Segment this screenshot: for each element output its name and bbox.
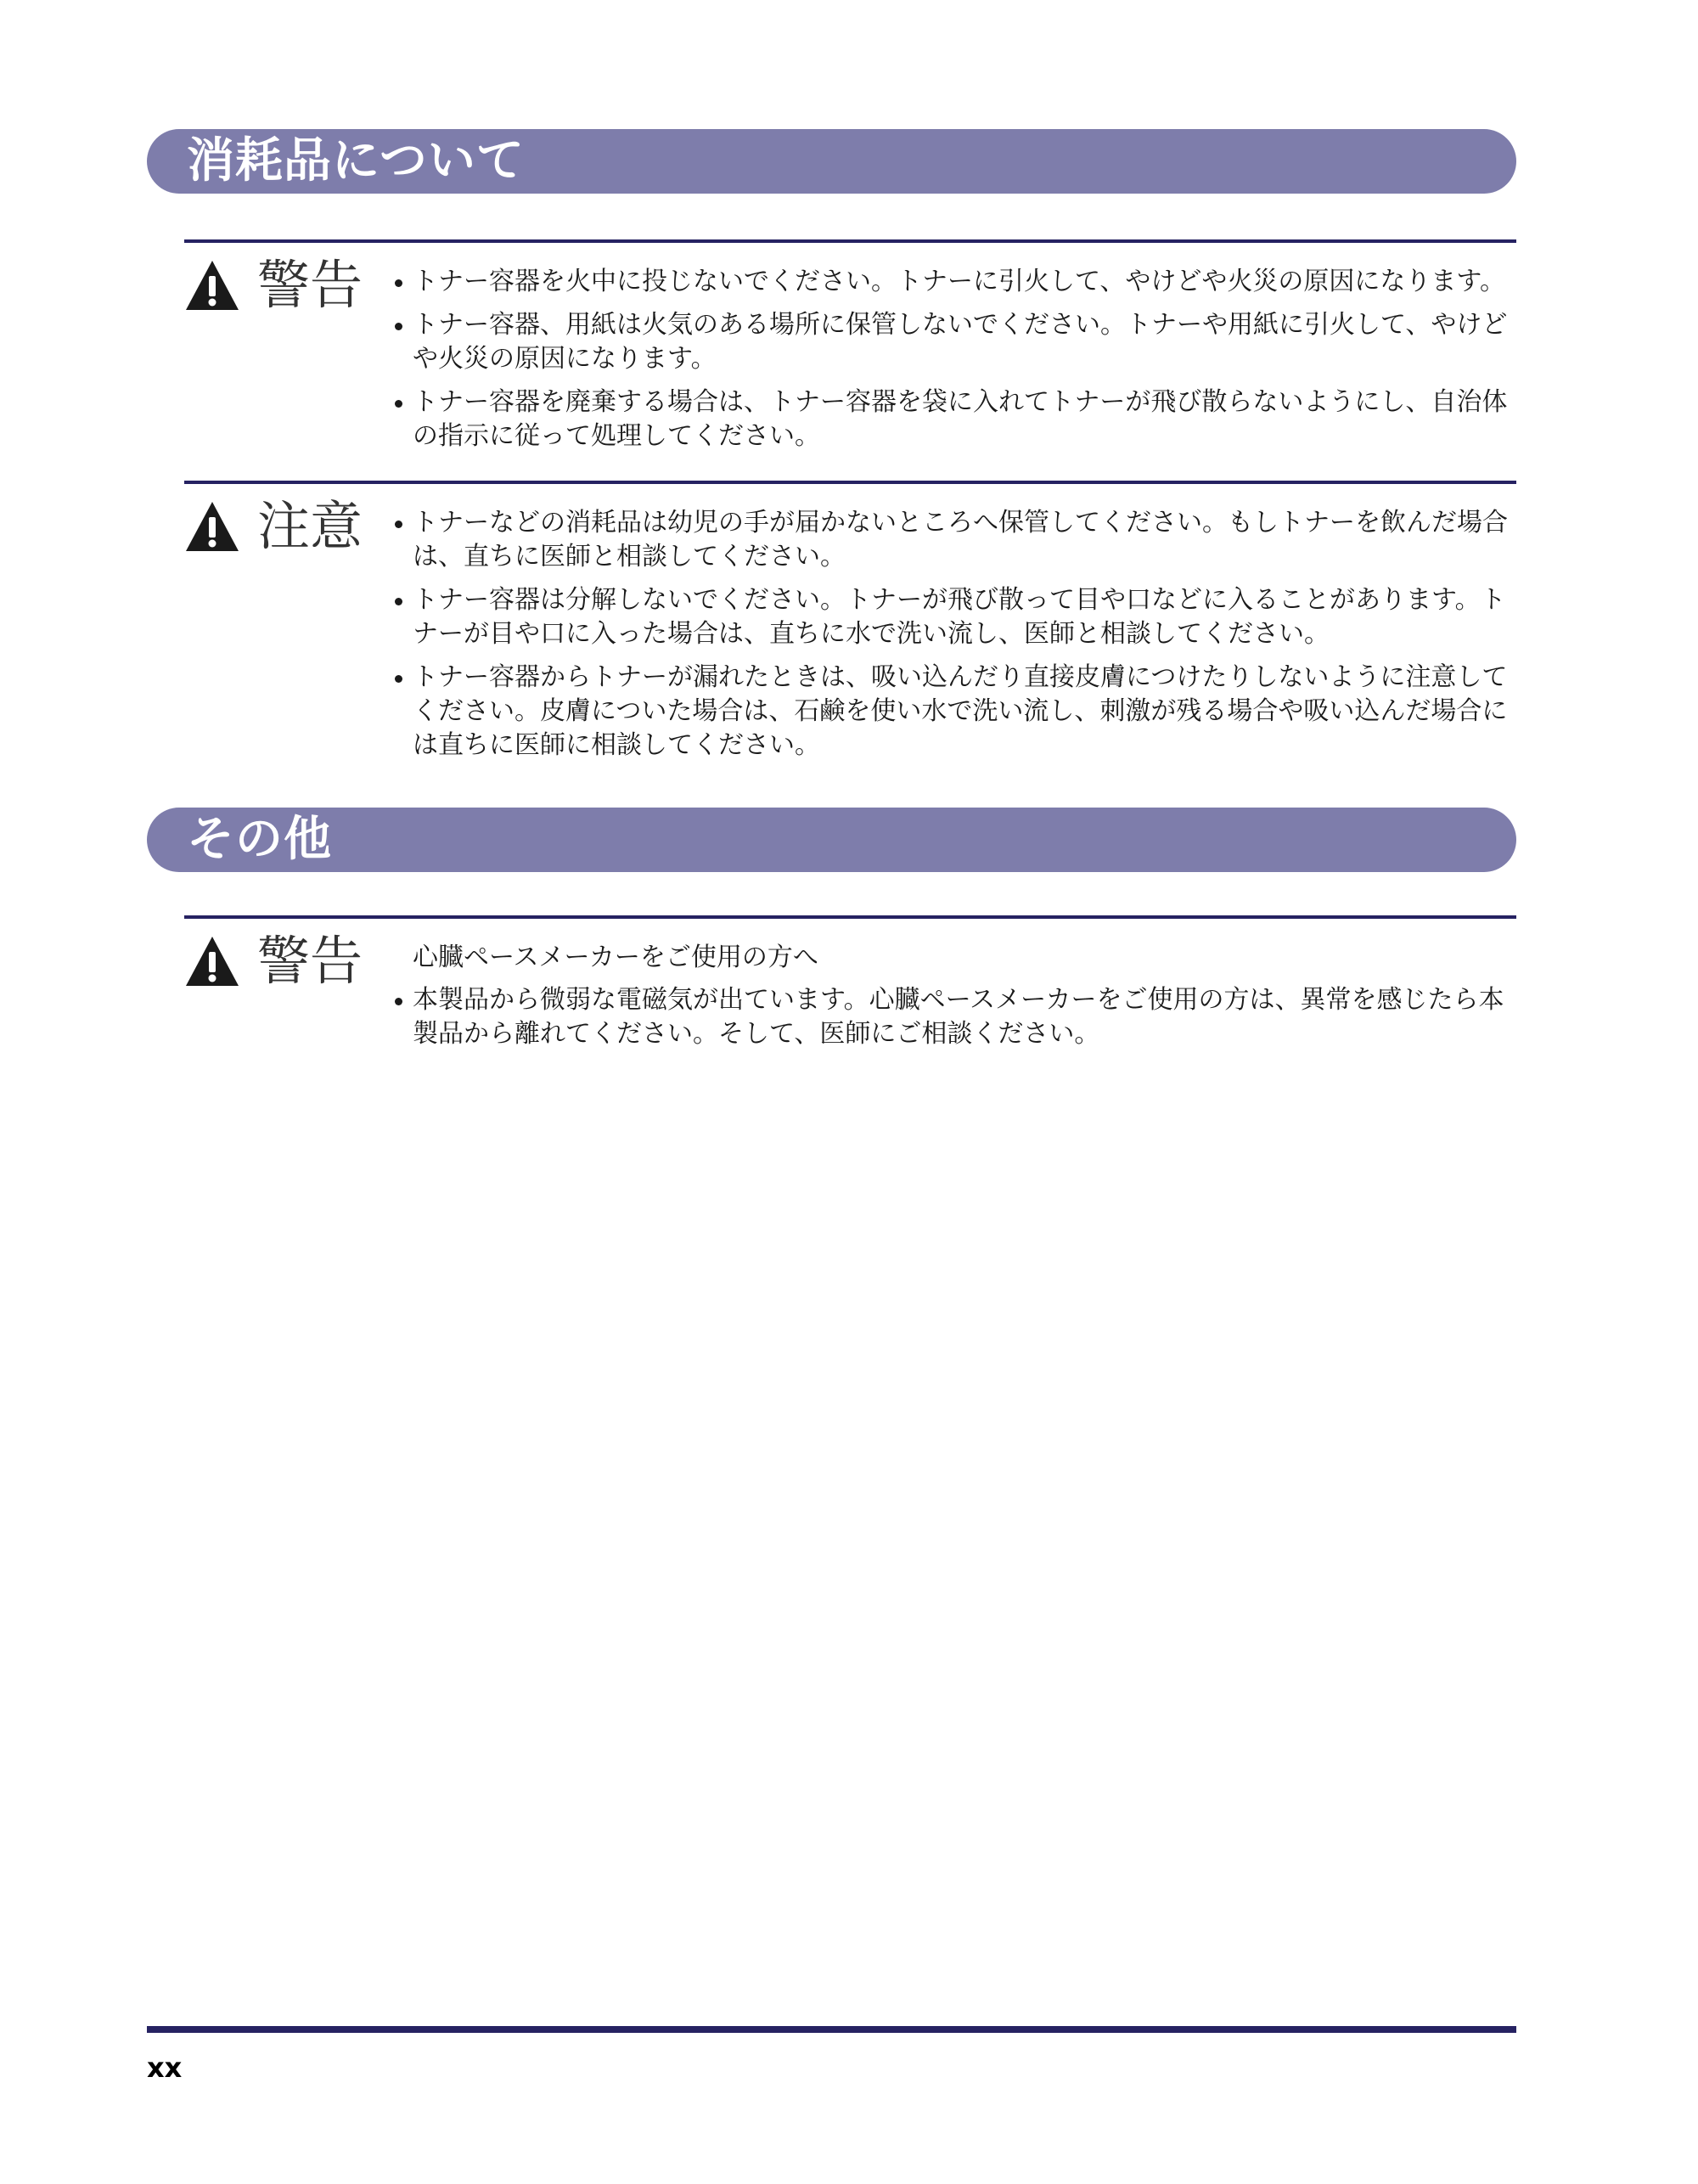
bullet-list bbox=[392, 265, 1516, 453]
caution-block bbox=[184, 481, 1516, 795]
section-title: 消耗品について bbox=[187, 133, 525, 189]
warning-triangle-icon bbox=[184, 259, 240, 312]
bullet-list bbox=[392, 506, 1516, 763]
notice-level: 警告 bbox=[257, 254, 363, 316]
warning-block bbox=[184, 239, 1516, 477]
bullet-icon bbox=[395, 323, 402, 330]
list-item-text: トナーなどの消耗品は幼児の手が届かないところへ保管してください。もしトナーを飲んだ場合は、直ちに医師と相談してください。 bbox=[413, 508, 1508, 571]
list-item bbox=[392, 506, 1516, 574]
list-item bbox=[392, 386, 1516, 453]
list-item-text: トナー容器を火中に投じないでください。トナーに引火して、やけどや火災の原因になります。 bbox=[413, 267, 1505, 296]
bullet-icon bbox=[395, 400, 402, 408]
bullet-icon bbox=[395, 279, 402, 287]
warning-block bbox=[184, 915, 1516, 1077]
notice-label bbox=[184, 254, 363, 316]
notice-level: 注意 bbox=[257, 495, 363, 557]
notice-label bbox=[184, 495, 363, 557]
list-item-text: トナー容器からトナーが漏れたときは、吸い込んだり直接皮膚につけたりしないように注意してください。皮膚についた場合は、石鹸を使い水で洗い流し、刺激が残る場合や吸い込んだ場合には直ちに医師に相談してください。 bbox=[413, 662, 1508, 760]
list-item-text: トナー容器を廃棄する場合は、トナー容器を袋に入れてトナーが飛び散らないようにし、自治体の指示に従って処理してください。 bbox=[413, 387, 1508, 451]
list-item-text: 本製品から微弱な電磁気が出ています。心臓ペースメーカーをご使用の方は、異常を感じたら本製品から離れてください。そして、医師にご相談ください。 bbox=[413, 985, 1504, 1049]
list-item bbox=[392, 265, 1516, 299]
notice-body bbox=[392, 941, 1516, 1061]
notice-level: 警告 bbox=[257, 930, 363, 992]
bullet-icon bbox=[395, 675, 402, 683]
footer-rule bbox=[147, 2026, 1516, 2033]
warning-triangle-icon bbox=[184, 935, 240, 988]
notice-intro: 心臓ペースメーカーをご使用の方へ bbox=[413, 943, 818, 972]
list-item-text: トナー容器は分解しないでください。トナーが飛び散って目や口などに入ることがあります。トナーが目や口に入った場合は、直ちに水で洗い流し、医師と相談してください。 bbox=[413, 585, 1506, 649]
bullet-list bbox=[392, 983, 1516, 1051]
page-number: xx bbox=[147, 2052, 183, 2084]
section-header-consumables bbox=[147, 129, 1516, 194]
notice-label bbox=[184, 930, 363, 992]
list-item bbox=[392, 661, 1516, 763]
notice-body bbox=[392, 506, 1516, 772]
warning-triangle-icon bbox=[184, 500, 240, 553]
bullet-icon bbox=[395, 521, 402, 528]
section-header-other bbox=[147, 808, 1516, 872]
notice-body bbox=[392, 265, 1516, 463]
list-item-text: トナー容器、用紙は火気のある場所に保管しないでください。トナーや用紙に引火して、やけどや火災の原因になります。 bbox=[413, 310, 1508, 374]
list-item bbox=[392, 983, 1516, 1051]
list-item bbox=[392, 308, 1516, 376]
section-title: その他 bbox=[187, 812, 332, 867]
bullet-icon bbox=[395, 998, 402, 1005]
list-item bbox=[392, 583, 1516, 651]
bullet-icon bbox=[395, 598, 402, 605]
